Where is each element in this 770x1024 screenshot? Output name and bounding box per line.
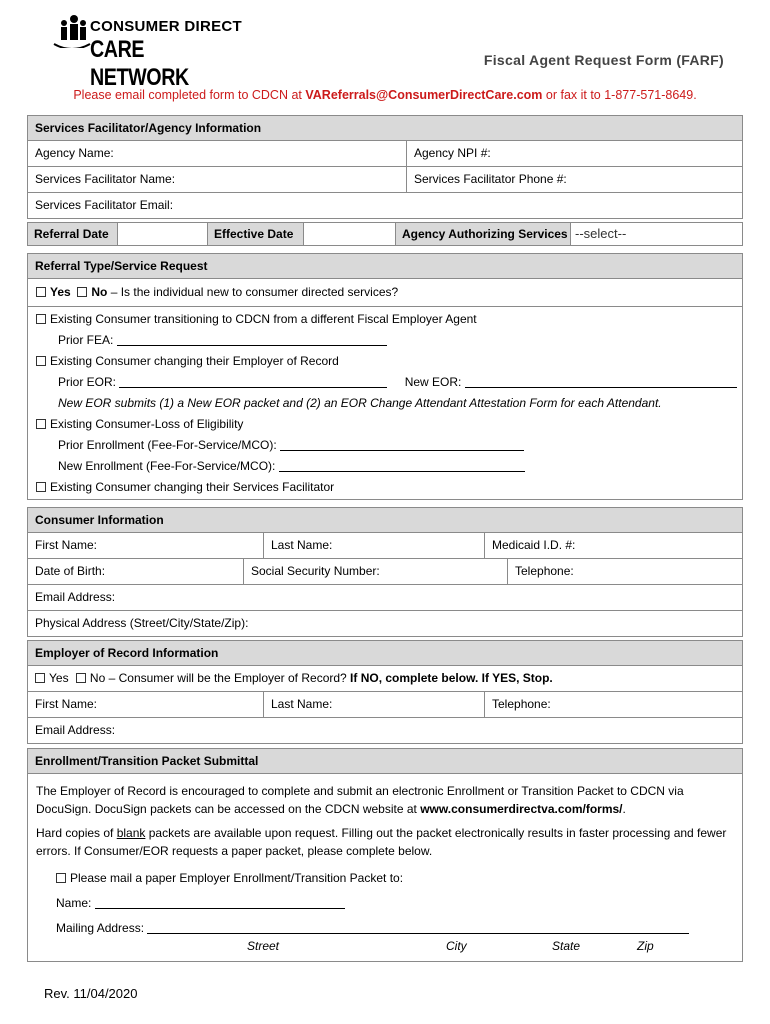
packet-section [27,748,743,962]
eor-header: Employer of Record Information [28,641,742,666]
eor-email[interactable]: Email Address: [35,723,116,737]
packet-header: Enrollment/Transition Packet Submittal [28,749,742,774]
new-enrollment-input[interactable] [279,458,525,472]
loss-eligibility-label: Existing Consumer-Loss of Eligibility [50,417,244,431]
agency-header: Services Facilitator/Agency Information [28,116,742,141]
packet-p1-text: The Employer of Record is encouraged to complete and submit an electronic Enrollment or Transition Packet to CDCN via DocuSign. DocuSign packets can be accessed on the CDCN website at [36,784,684,816]
consumer-address[interactable]: Physical Address (Street/City/State/Zip): [35,616,249,630]
eor-yes-checkbox[interactable] [35,673,45,683]
eor-question-text: – Consumer will be the Employer of Record? [105,671,351,685]
notice-email[interactable]: VAReferrals@ConsumerDirectCare.com [305,88,543,102]
prior-enrollment-label: Prior Enrollment (Fee-For-Service/MCO): [58,438,277,452]
mail-packet-checkbox[interactable] [56,873,66,883]
referral-type-header: Referral Type/Service Request [28,254,742,279]
eor-telephone[interactable]: Telephone: [492,697,551,711]
change-eor-label: Existing Consumer changing their Employer of Record [50,354,339,368]
prior-fea-label: Prior FEA: [58,333,114,347]
consumer-section [27,507,743,637]
consumer-telephone[interactable]: Telephone: [515,564,574,578]
agency-section [27,115,743,219]
effective-date-input[interactable] [304,223,396,245]
packet-p2-a: Hard copies of [36,826,117,840]
new-eor-input[interactable] [465,374,737,388]
new-question-text: – Is the individual new to consumer directed services? [107,285,399,299]
eor-first-name[interactable]: First Name: [28,692,264,717]
referral-type-section [27,253,743,500]
agency-authorizing-select[interactable]: --select-- [575,226,627,241]
mail-name-input[interactable] [95,895,345,909]
sf-name-field[interactable]: Services Facilitator Name: [28,167,407,192]
change-sf-checkbox[interactable] [36,482,46,492]
street-sublabel: Street [247,939,280,953]
new-enrollment-label: New Enrollment (Fee-For-Service/MCO): [58,459,276,473]
agency-name-field[interactable]: Agency Name: [28,141,407,166]
referral-date-input[interactable] [118,223,208,245]
logo-line-1: CONSUMER DIRECT [90,18,243,35]
notice-prefix: Please email completed form to CDCN at [73,88,306,102]
eor-note: New EOR submits (1) a New EOR packet and (2) an EOR Change Attendant Attestation Form for each Attendant. [58,396,662,410]
submission-notice [0,88,770,102]
yes-checkbox[interactable] [36,287,46,297]
packet-paragraph-1 [28,774,742,818]
eor-last-name[interactable]: Last Name: [264,692,485,717]
transition-fea-label: Existing Consumer transitioning to CDCN from a different Fiscal Employer Agent [50,312,477,326]
sf-email-field[interactable]: Services Facilitator Email: [35,198,174,212]
effective-date-label: Effective Date [208,223,304,245]
consumer-first-name[interactable]: First Name: [28,533,264,558]
transition-fea-checkbox[interactable] [36,314,46,324]
packet-p2-blank: blank [116,826,146,840]
consumer-email[interactable]: Email Address: [35,590,116,604]
prior-enrollment-input[interactable] [280,437,524,451]
revision-date: Rev. 11/04/2020 [44,986,138,1001]
consumer-last-name[interactable]: Last Name: [264,533,485,558]
no-label: No [91,285,108,299]
city-sublabel: City [446,939,467,953]
eor-instruction: If NO, complete below. If YES, Stop. [350,671,553,685]
referral-date-label: Referral Date [28,223,118,245]
form-title: Fiscal Agent Request Form (FARF) [483,52,724,68]
state-sublabel: State [552,939,581,953]
consumer-medicaid-id[interactable]: Medicaid I.D. #: [492,538,576,552]
packet-p2-b: packets are available upon request. Filling out the packet electronically results in faster processing and fewer errors. If Consumer/EOR requests a paper packet, please complete below. [36,826,727,858]
change-eor-checkbox[interactable] [36,356,46,366]
loss-eligibility-checkbox[interactable] [36,419,46,429]
prior-eor-input[interactable] [119,374,387,388]
sf-phone-field[interactable]: Services Facilitator Phone #: [414,172,567,186]
eor-question [28,666,742,691]
referral-dates-row [27,222,743,246]
eor-no-checkbox[interactable] [76,673,86,683]
packet-p1-end: . [622,802,626,816]
cdcn-forms-link[interactable]: www.consumerdirectva.com/forms/ [420,802,623,816]
eor-yes-label: Yes [49,671,69,685]
consumer-ssn[interactable]: Social Security Number: [244,559,508,584]
agency-npi-field[interactable]: Agency NPI #: [414,146,491,160]
logo-line-2: CARE NETWORK [90,36,189,91]
consumer-header: Consumer Information [28,508,742,533]
eor-no-label: No [89,671,106,685]
mailing-address-label: Mailing Address: [56,921,145,935]
change-sf-label: Existing Consumer changing their Services Facilitator [50,480,335,494]
packet-paragraph-2 [28,818,742,860]
yes-label: Yes [50,285,71,299]
no-checkbox[interactable] [77,287,87,297]
zip-sublabel: Zip [637,939,654,953]
notice-suffix: or fax it to 1-877-571-8649. [542,88,697,102]
company-logo [52,14,243,91]
mailing-address-input[interactable] [147,920,689,934]
eor-section [27,640,743,744]
mail-name-label: Name: [56,896,92,910]
new-eor-label: New EOR: [404,375,462,389]
agency-authorizing-label: Agency Authorizing Services [396,223,571,245]
mail-packet-label: Please mail a paper Employer Enrollment/Transition Packet to: [70,871,404,885]
people-icon [52,14,92,48]
new-consumer-question [36,282,735,303]
prior-eor-label: Prior EOR: [58,375,117,389]
prior-fea-input[interactable] [117,332,387,346]
consumer-dob[interactable]: Date of Birth: [28,559,244,584]
